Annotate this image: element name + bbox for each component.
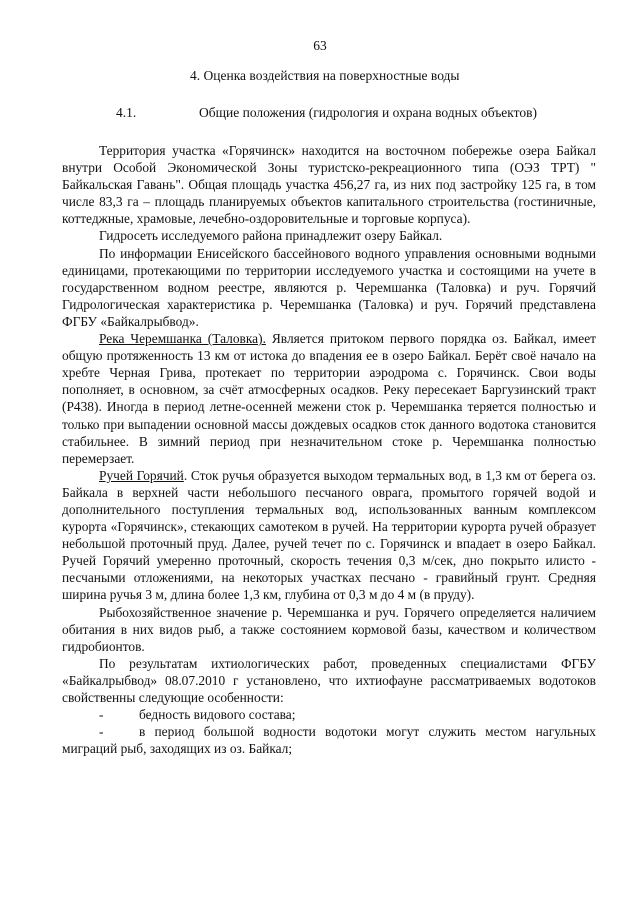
page-number: 63 <box>313 38 327 53</box>
document-body <box>62 142 596 757</box>
subsection-title: Общие положения (гидрология и охрана водных объектов) <box>199 105 538 120</box>
goryachiy-text: . Сток ручья образуется выходом термальных вод, в 1,3 км от берега оз. Байкала в верхней части небольшого песчаного оврага, промытого горячей водой и дополнительного поступления термальных вод, использованных ванным комплексом курорта «Горячинск», стекающих самотеком в ручей. На территории курорта ручей образует небольшой проточный пруд. Далее, ручей течет по с. Горячинск и впадает в озеро Байкал. Ручей Горячий умеренно проточный, скорость течения 0,3 м/сек, дно покрыто илисто - песчаными отложениями, на некоторых участках песчано - гравийный грунт. Средняя ширина ручья 3 м, длина более 1,3 км, глубина от 0,3 м до 4 м (в пруду). <box>62 467 597 603</box>
bullet-text: в период большой водности водотоки могут служить местом нагульных миграций рыб, заходящих из оз. Байкал; <box>62 724 596 757</box>
subsection-number: 4.1. <box>116 105 137 120</box>
cheremshanka-heading: Река Черемшанка (Таловка). <box>99 331 266 347</box>
section-heading: 4. Оценка воздействия на поверхностные воды <box>190 68 460 83</box>
bullet-text: бедность видового состава; <box>139 707 296 723</box>
cheremshanka-text: Является притоком первого порядка оз. Байкал, имеет общую протяженность 13 км от истока до впадения ее в озеро Байкал. Берёт своё начало на хребте Черная Грива, протекает по территории аэродрома с. Горячинск. Свои воды пополняет, в основном, за счёт атмосферных осадков. Реку пересекает Баргузинский тракт (Р438). Иногда в период летне-осенней межени сток р. Черемшанка теряется полностью и только при выпадении основной массы дождевых осадков сток данного водотока становится стабильнее. В зимний период при незначительном стоке р. Черемшанка полностью перемерзает. <box>62 331 596 466</box>
paragraph-fishery-value: Рыбохозяйственное значение р. Черемшанка и руч. Горячего определяется наличием обитания в них видов рыб, а также состоянием кормовой базы, качеством и количеством гидробионтов. <box>62 604 596 654</box>
paragraph-water-bodies: По информации Енисейского бассейнового водного управления основными водными единицами, протекающими по территории исследуемого участка и состоящими на учете в государственном водном реестре, являются р. Черемшанка (Таловка) и руч. Горячий Гидрологическая характеристика р. Черемшанка (Таловка) и руч. Горячий представлена ФГБУ «Байкалрыбвод». <box>62 245 596 329</box>
bullet-marker: - <box>99 724 104 740</box>
goryachiy-heading: Ручей Горячий <box>99 467 184 483</box>
paragraph-ichthyology: По результатам ихтиологических работ, проведенных специалистами ФГБУ «Байкалрыбвод» 08.07.2010 г установлено, что ихтиофауне рассматриваемых водотоков свойственны следующие особенности: <box>62 655 596 705</box>
bullet-marker: - <box>99 707 104 723</box>
list-item <box>62 706 596 723</box>
paragraph-cheremshanka <box>62 330 596 467</box>
paragraph-goryachiy <box>62 467 596 604</box>
paragraph-hydro-network: Гидросеть исследуемого района принадлежит озеру Байкал. <box>99 228 443 244</box>
list-item <box>62 723 596 757</box>
paragraph-territory: Территория участка «Горячинск» находится на восточном побережье озера Байкал внутри Особой Экономической Зоны туристско-рекреационного типа (ОЭЗ ТРТ) " Байкальская Гавань". Общая площадь участка 456,27 га, из них под застройку 125 га, в том числе 83,3 га – площадь планируемых объектов капитального строительства (гостиничные, коттеджные, храмовые, лечебно-оздоровительные и торговые корпуса). <box>62 143 596 227</box>
